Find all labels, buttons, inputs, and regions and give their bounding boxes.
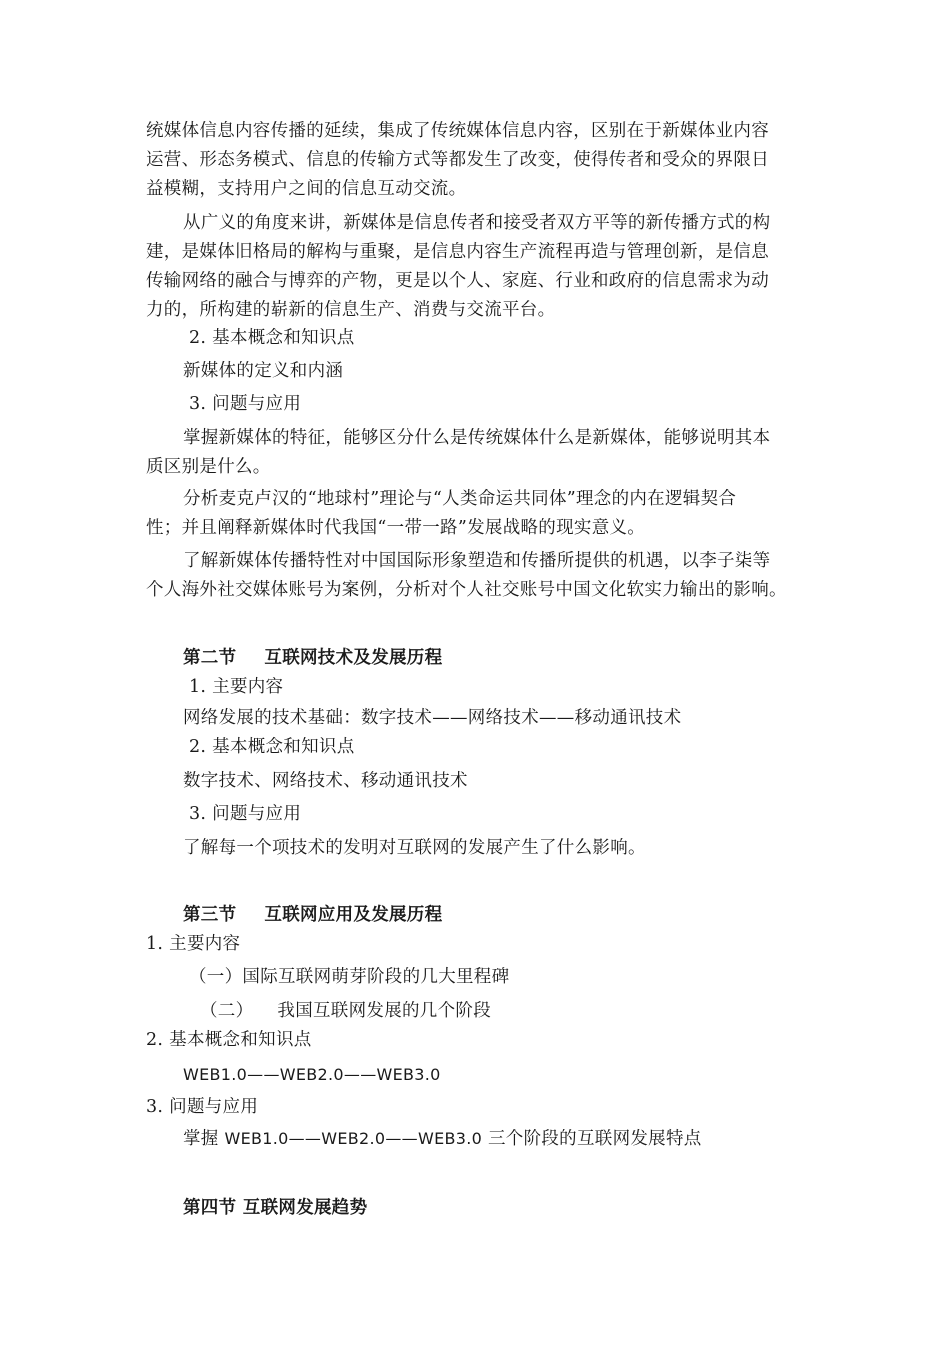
list-label: 3. 问题与应用 — [146, 1097, 259, 1117]
list-text: 了解每一个项技术的发明对互联网的发展产生了什么影响。 — [183, 838, 646, 858]
list-label: 1. 主要内容 — [146, 934, 241, 954]
paragraph-line: 性；并且阐释新媒体时代我国“一带一路”发展战略的现实意义。 — [146, 518, 646, 538]
list-text: 新媒体的定义和内涵 — [183, 361, 344, 381]
list-text: 数字技术、网络技术、移动通讯技术 — [183, 771, 468, 791]
apply-suffix: 三个阶段的互联网发展特点 — [482, 1129, 702, 1149]
paragraph-line: 个人海外社交媒体账号为案例，分析对个人社交账号中国文化软实力输出的影响。 — [146, 580, 787, 600]
section-number: 第三节 — [183, 905, 237, 925]
section-number: 第二节 — [183, 648, 237, 668]
apply-prefix: 掌握 — [183, 1129, 225, 1149]
apply-web-versions: WEB1.0——WEB2.0——WEB3.0 — [224, 1129, 483, 1148]
list-item-number: （二） — [200, 1001, 254, 1021]
paragraph-line: 力的，所构建的崭新的信息生产、消费与交流平台。 — [146, 300, 556, 320]
paragraph-line: 从广义的角度来讲，新媒体是信息传者和接受者双方平等的新传播方式的构 — [183, 213, 771, 233]
list-item: （一）国际互联网萌芽阶段的几大里程碑 — [189, 967, 510, 987]
list-label: 1. 主要内容 — [189, 677, 284, 697]
paragraph-line: 建，是媒体旧格局的解构与重聚，是信息内容生产流程再造与管理创新，是信息 — [146, 242, 769, 262]
list-label: 2. 基本概念和知识点 — [146, 1030, 312, 1050]
list-text — [183, 1128, 702, 1150]
list-label: 3. 问题与应用 — [189, 804, 302, 824]
list-label: 2. 基本概念和知识点 — [189, 328, 355, 348]
list-text: WEB1.0——WEB2.0——WEB3.0 — [183, 1065, 441, 1084]
list-label: 2. 基本概念和知识点 — [189, 737, 355, 757]
paragraph-line: 益模糊，支持用户之间的信息互动交流。 — [146, 179, 467, 199]
paragraph-line: 掌握新媒体的特征，能够区分什么是传统媒体什么是新媒体，能够说明其本 — [183, 428, 771, 448]
list-item-text: 我国互联网发展的几个阶段 — [277, 1001, 492, 1021]
paragraph-line: 运营、形态务模式、信息的传输方式等都发生了改变，使得传者和受众的界限日 — [146, 150, 769, 170]
list-item — [200, 1000, 491, 1022]
section-heading — [183, 904, 442, 926]
section-heading — [183, 647, 442, 669]
list-text: 网络发展的技术基础：数字技术——网络技术——移动通讯技术 — [183, 708, 682, 728]
paragraph-line: 质区别是什么。 — [146, 457, 271, 477]
paragraph-line: 分析麦克卢汉的“地球村”理论与“人类命运共同体”理念的内在逻辑契合 — [183, 489, 737, 509]
list-label: 3. 问题与应用 — [189, 394, 302, 414]
section-heading: 第四节 互联网发展趋势 — [183, 1198, 368, 1218]
paragraph-line: 了解新媒体传播特性对中国国际形象塑造和传播所提供的机遇，以李子柒等 — [183, 551, 771, 571]
paragraph-line: 统媒体信息内容传播的延续，集成了传统媒体信息内容，区别在于新媒体业内容 — [146, 121, 769, 141]
section-title: 互联网技术及发展历程 — [264, 648, 443, 668]
paragraph-line: 传输网络的融合与博弈的产物，更是以个人、家庭、行业和政府的信息需求为动 — [146, 271, 769, 291]
section-title: 互联网应用及发展历程 — [264, 905, 443, 925]
